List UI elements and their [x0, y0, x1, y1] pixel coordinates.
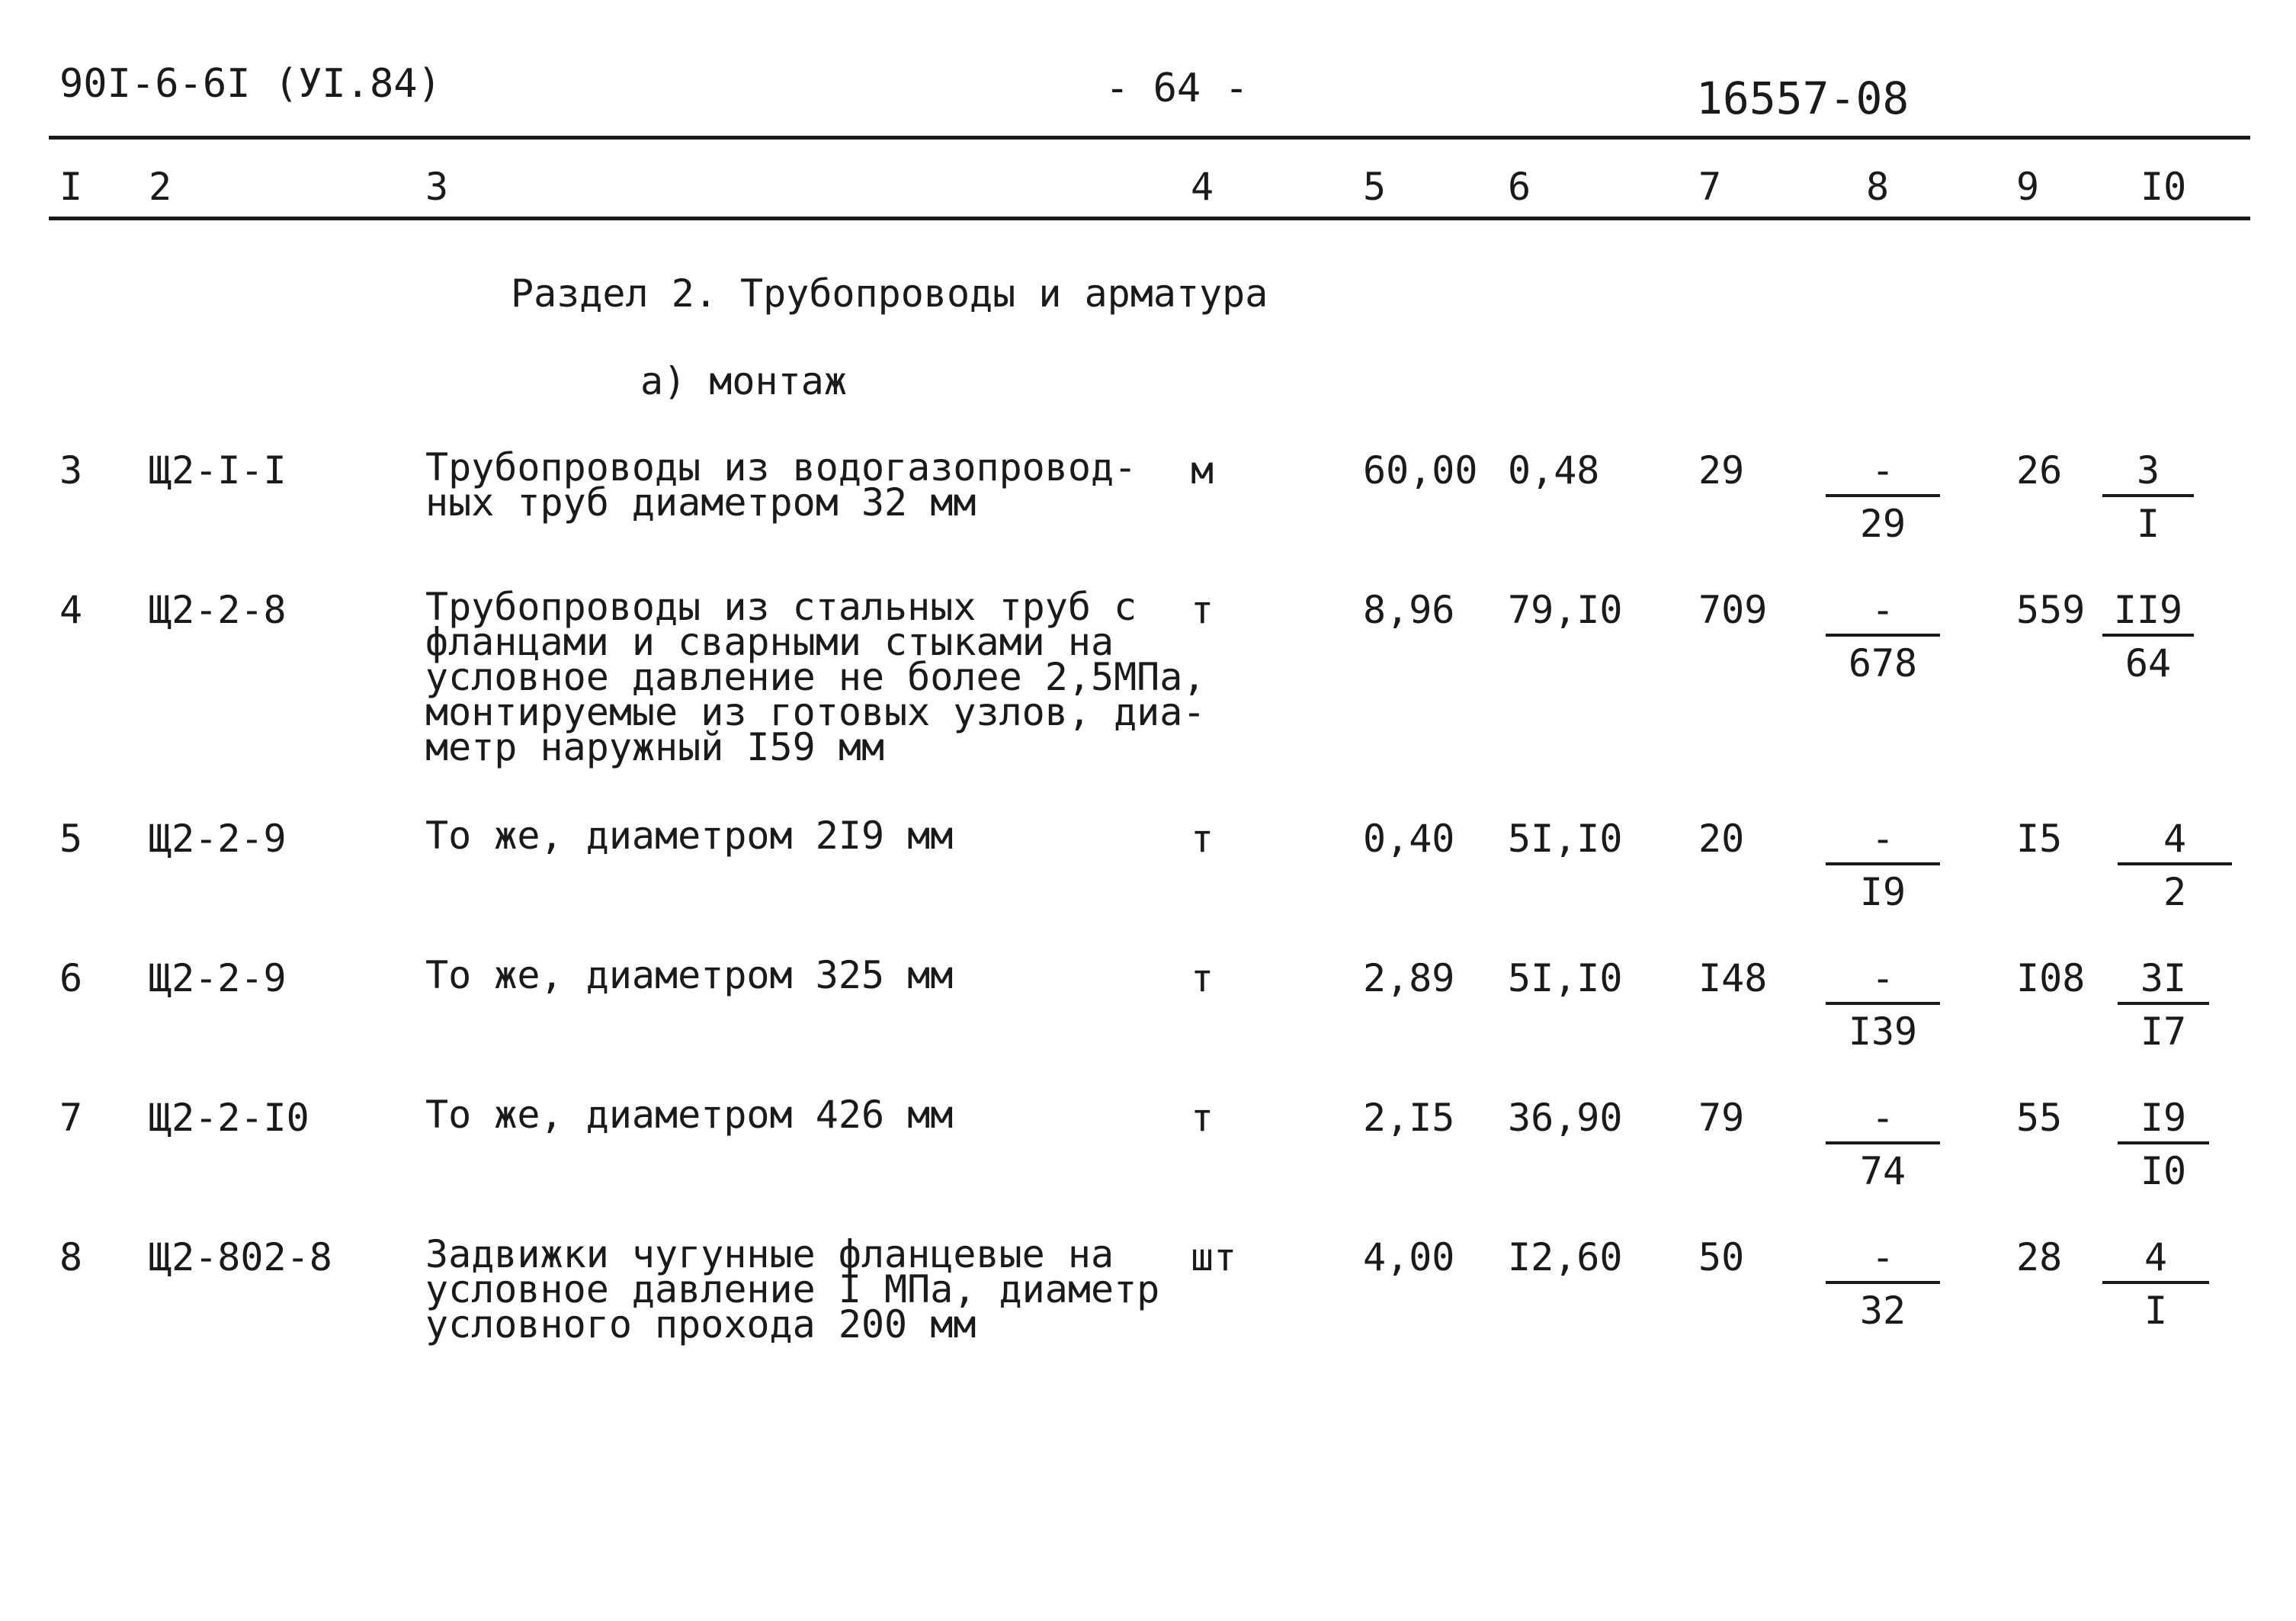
- row-number: 6: [59, 956, 83, 1000]
- fraction-numerator: -: [1871, 1096, 1895, 1140]
- description-line: Трубопроводы из водогазопровод-: [425, 445, 1137, 490]
- column-8-fraction: [1826, 1235, 1940, 1334]
- column-header-10: I0: [2140, 165, 2187, 209]
- fraction-denominator: I: [2144, 1289, 2168, 1333]
- work-description: [425, 814, 954, 858]
- total-cost: 29: [1698, 448, 1745, 493]
- row-number: 3: [59, 448, 83, 493]
- rate-code: Щ2-802-8: [149, 1235, 332, 1279]
- description-line: ных труб диаметром 32 мм: [425, 480, 976, 525]
- unit-price: 5I,I0: [1508, 817, 1623, 861]
- column-header-5: 5: [1363, 165, 1387, 209]
- archive-stamp: 16557-08: [1696, 72, 1910, 124]
- fraction-bar: [1826, 494, 1940, 497]
- page-number: - 64 -: [1105, 66, 1249, 111]
- total-cost: 709: [1698, 588, 1768, 632]
- quantity: 8,96: [1363, 588, 1455, 632]
- column-10-fraction: [2102, 448, 2194, 547]
- description-line: условного прохода 200 мм: [425, 1302, 976, 1347]
- row-number: 5: [59, 817, 83, 861]
- quantity: 2,89: [1363, 956, 1455, 1000]
- section-title: Раздел 2. Трубопроводы и арматура: [511, 271, 1268, 316]
- column-header-4: 4: [1191, 165, 1214, 209]
- rate-code: Щ2-2-9: [149, 817, 287, 861]
- total-cost: 20: [1698, 817, 1745, 861]
- column-9-value: I5: [2016, 817, 2063, 861]
- unit: т: [1191, 588, 1214, 632]
- description-line: метр наружный I59 мм: [425, 725, 885, 769]
- fraction-denominator: 29: [1859, 502, 1906, 546]
- fraction-denominator: I: [2136, 502, 2160, 546]
- fraction-denominator: 2: [2163, 870, 2187, 914]
- unit-price: 36,90: [1508, 1096, 1623, 1140]
- document-code: 90I-6-6I (УI.84): [59, 61, 441, 107]
- description-line: То же, диаметром 2I9 мм: [425, 814, 954, 858]
- fraction-numerator: -: [1871, 448, 1895, 493]
- column-10-fraction: [2118, 817, 2232, 916]
- description-line: Задвижки чугунные фланцевые на: [425, 1232, 1114, 1276]
- header-rule-top: [49, 136, 2250, 140]
- fraction-numerator: I9: [2140, 1096, 2187, 1140]
- column-9-value: 559: [2016, 588, 2086, 632]
- column-9-value: 28: [2016, 1235, 2063, 1279]
- row-number: 4: [59, 588, 83, 632]
- column-10-fraction: [2118, 1096, 2209, 1195]
- fraction-numerator: 4: [2144, 1235, 2168, 1279]
- work-description: [425, 585, 1206, 769]
- unit: м: [1191, 448, 1214, 493]
- fraction-numerator: II9: [2113, 588, 2183, 632]
- fraction-numerator: 4: [2163, 817, 2187, 861]
- fraction-denominator: I9: [1859, 870, 1906, 914]
- work-description: [425, 1232, 1160, 1347]
- column-8-fraction: [1826, 448, 1940, 547]
- fraction-denominator: 74: [1859, 1149, 1906, 1193]
- rate-code: Щ2-2-I0: [149, 1096, 309, 1140]
- unit-price: 0,48: [1508, 448, 1600, 493]
- column-8-fraction: [1826, 1096, 1940, 1195]
- unit: т: [1191, 817, 1214, 861]
- fraction-denominator: 32: [1859, 1289, 1906, 1333]
- column-header-6: 6: [1508, 165, 1531, 209]
- quantity: 0,40: [1363, 817, 1455, 861]
- column-header-1: I: [59, 165, 83, 209]
- fraction-denominator: I39: [1848, 1010, 1918, 1054]
- row-number: 8: [59, 1235, 83, 1279]
- fraction-bar: [2118, 862, 2232, 865]
- column-8-fraction: [1826, 956, 1940, 1055]
- column-9-value: 26: [2016, 448, 2063, 493]
- fraction-numerator: -: [1871, 956, 1895, 1000]
- work-description: [425, 445, 1137, 525]
- fraction-numerator: 3I: [2140, 956, 2187, 1000]
- fraction-bar: [1826, 1281, 1940, 1284]
- description-line: условное давление I МПа, диаметр: [425, 1267, 1160, 1311]
- unit-price: 79,I0: [1508, 588, 1623, 632]
- column-header-2: 2: [149, 165, 172, 209]
- description-line: условное давление не более 2,5МПа,: [425, 655, 1206, 699]
- rate-code: Щ2-2-8: [149, 588, 287, 632]
- description-line: То же, диаметром 426 мм: [425, 1093, 954, 1137]
- total-cost: 79: [1698, 1096, 1745, 1140]
- fraction-denominator: I0: [2140, 1149, 2187, 1193]
- unit: шт: [1191, 1235, 1237, 1279]
- fraction-bar: [1826, 1141, 1940, 1144]
- column-10-fraction: [2102, 1235, 2209, 1334]
- unit: т: [1191, 956, 1214, 1000]
- column-8-fraction: [1826, 817, 1940, 916]
- rate-code: Щ2-I-I: [149, 448, 287, 493]
- fraction-numerator: -: [1871, 817, 1895, 861]
- fraction-bar: [2118, 1141, 2209, 1144]
- fraction-bar: [1826, 1002, 1940, 1005]
- fraction-bar: [1826, 862, 1940, 865]
- column-9-value: I08: [2016, 956, 2086, 1000]
- column-header-8: 8: [1866, 165, 1890, 209]
- fraction-bar: [2102, 1281, 2209, 1284]
- fraction-denominator: I7: [2140, 1010, 2187, 1054]
- description-line: монтируемые из готовых узлов, диа-: [425, 690, 1206, 734]
- description-line: То же, диаметром 325 мм: [425, 953, 954, 997]
- quantity: 2,I5: [1363, 1096, 1455, 1140]
- column-10-fraction: [2102, 588, 2194, 687]
- unit: т: [1191, 1096, 1214, 1140]
- fraction-denominator: 64: [2124, 641, 2172, 685]
- fraction-bar: [2118, 1002, 2209, 1005]
- header-rule-bottom: [49, 217, 2250, 220]
- section-subtitle: а) монтаж: [640, 359, 847, 403]
- column-10-fraction: [2118, 956, 2209, 1055]
- fraction-numerator: -: [1871, 1235, 1895, 1279]
- work-description: [425, 1093, 954, 1137]
- column-9-value: 55: [2016, 1096, 2063, 1140]
- rate-code: Щ2-2-9: [149, 956, 287, 1000]
- description-line: фланцами и сварными стыками на: [425, 620, 1114, 664]
- column-header-3: 3: [425, 165, 449, 209]
- column-8-fraction: [1826, 588, 1940, 687]
- fraction-denominator: 678: [1848, 641, 1918, 685]
- work-description: [425, 953, 954, 997]
- quantity: 4,00: [1363, 1235, 1455, 1279]
- row-number: 7: [59, 1096, 83, 1140]
- quantity: 60,00: [1363, 448, 1478, 493]
- total-cost: I48: [1698, 956, 1768, 1000]
- fraction-bar: [1826, 634, 1940, 637]
- column-header-7: 7: [1698, 165, 1722, 209]
- fraction-numerator: 3: [2136, 448, 2160, 493]
- fraction-bar: [2102, 634, 2194, 637]
- unit-price: 5I,I0: [1508, 956, 1623, 1000]
- unit-price: I2,60: [1508, 1235, 1623, 1279]
- column-header-9: 9: [2016, 165, 2040, 209]
- total-cost: 50: [1698, 1235, 1745, 1279]
- fraction-numerator: -: [1871, 588, 1895, 632]
- fraction-bar: [2102, 494, 2194, 497]
- description-line: Трубопроводы из стальных труб с: [425, 585, 1137, 629]
